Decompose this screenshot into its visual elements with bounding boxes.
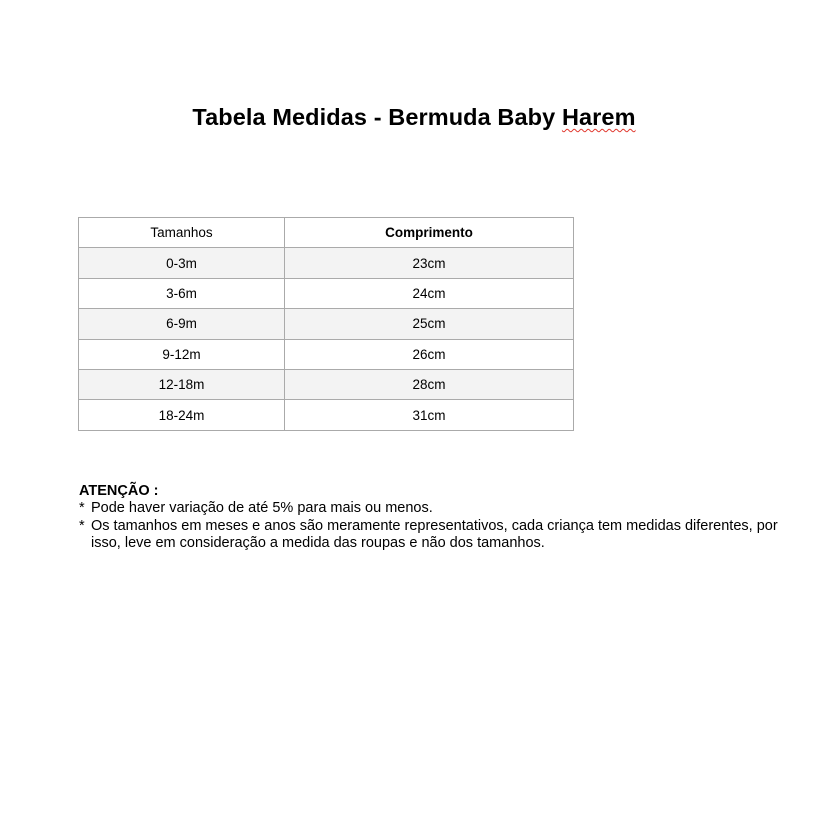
cell-size: 9-12m [79, 339, 285, 369]
note-item [79, 500, 799, 517]
note-bullet: * [79, 500, 85, 517]
notes-heading: ATENÇÃO : [79, 483, 159, 499]
cell-size: 6-9m [79, 309, 285, 339]
cell-length: 23cm [285, 248, 574, 278]
note-bullet: * [79, 517, 85, 534]
notes-section [79, 483, 799, 552]
note-text: Pode haver variação de até 5% para mais ou menos. [91, 500, 433, 517]
cell-length: 26cm [285, 339, 574, 369]
page-title-text: Tabela Medidas - Bermuda Baby [192, 104, 562, 130]
page-title-flagged-word: Harem [561, 104, 636, 130]
note-text: Os tamanhos em meses e anos são meramente representativos, cada criança tem medidas diferentes, por isso, leve em consideração a medida das roupas e não dos tamanhos. [91, 517, 778, 551]
note-item [79, 518, 799, 553]
cell-length: 24cm [285, 278, 574, 308]
table-row [79, 339, 574, 369]
cell-size: 3-6m [79, 278, 285, 308]
cell-length: 28cm [285, 369, 574, 399]
cell-size: 18-24m [79, 400, 285, 430]
cell-length: 25cm [285, 309, 574, 339]
table-row [79, 400, 574, 430]
table-row [79, 369, 574, 399]
size-table [78, 217, 574, 431]
cell-size: 0-3m [79, 248, 285, 278]
table-row [79, 248, 574, 278]
page-title [0, 104, 828, 131]
table-row [79, 309, 574, 339]
table-row [79, 278, 574, 308]
header-tamanhos: Tamanhos [79, 218, 285, 248]
header-comprimento: Comprimento [285, 218, 574, 248]
table-header-row [79, 218, 574, 248]
cell-length: 31cm [285, 400, 574, 430]
cell-size: 12-18m [79, 369, 285, 399]
